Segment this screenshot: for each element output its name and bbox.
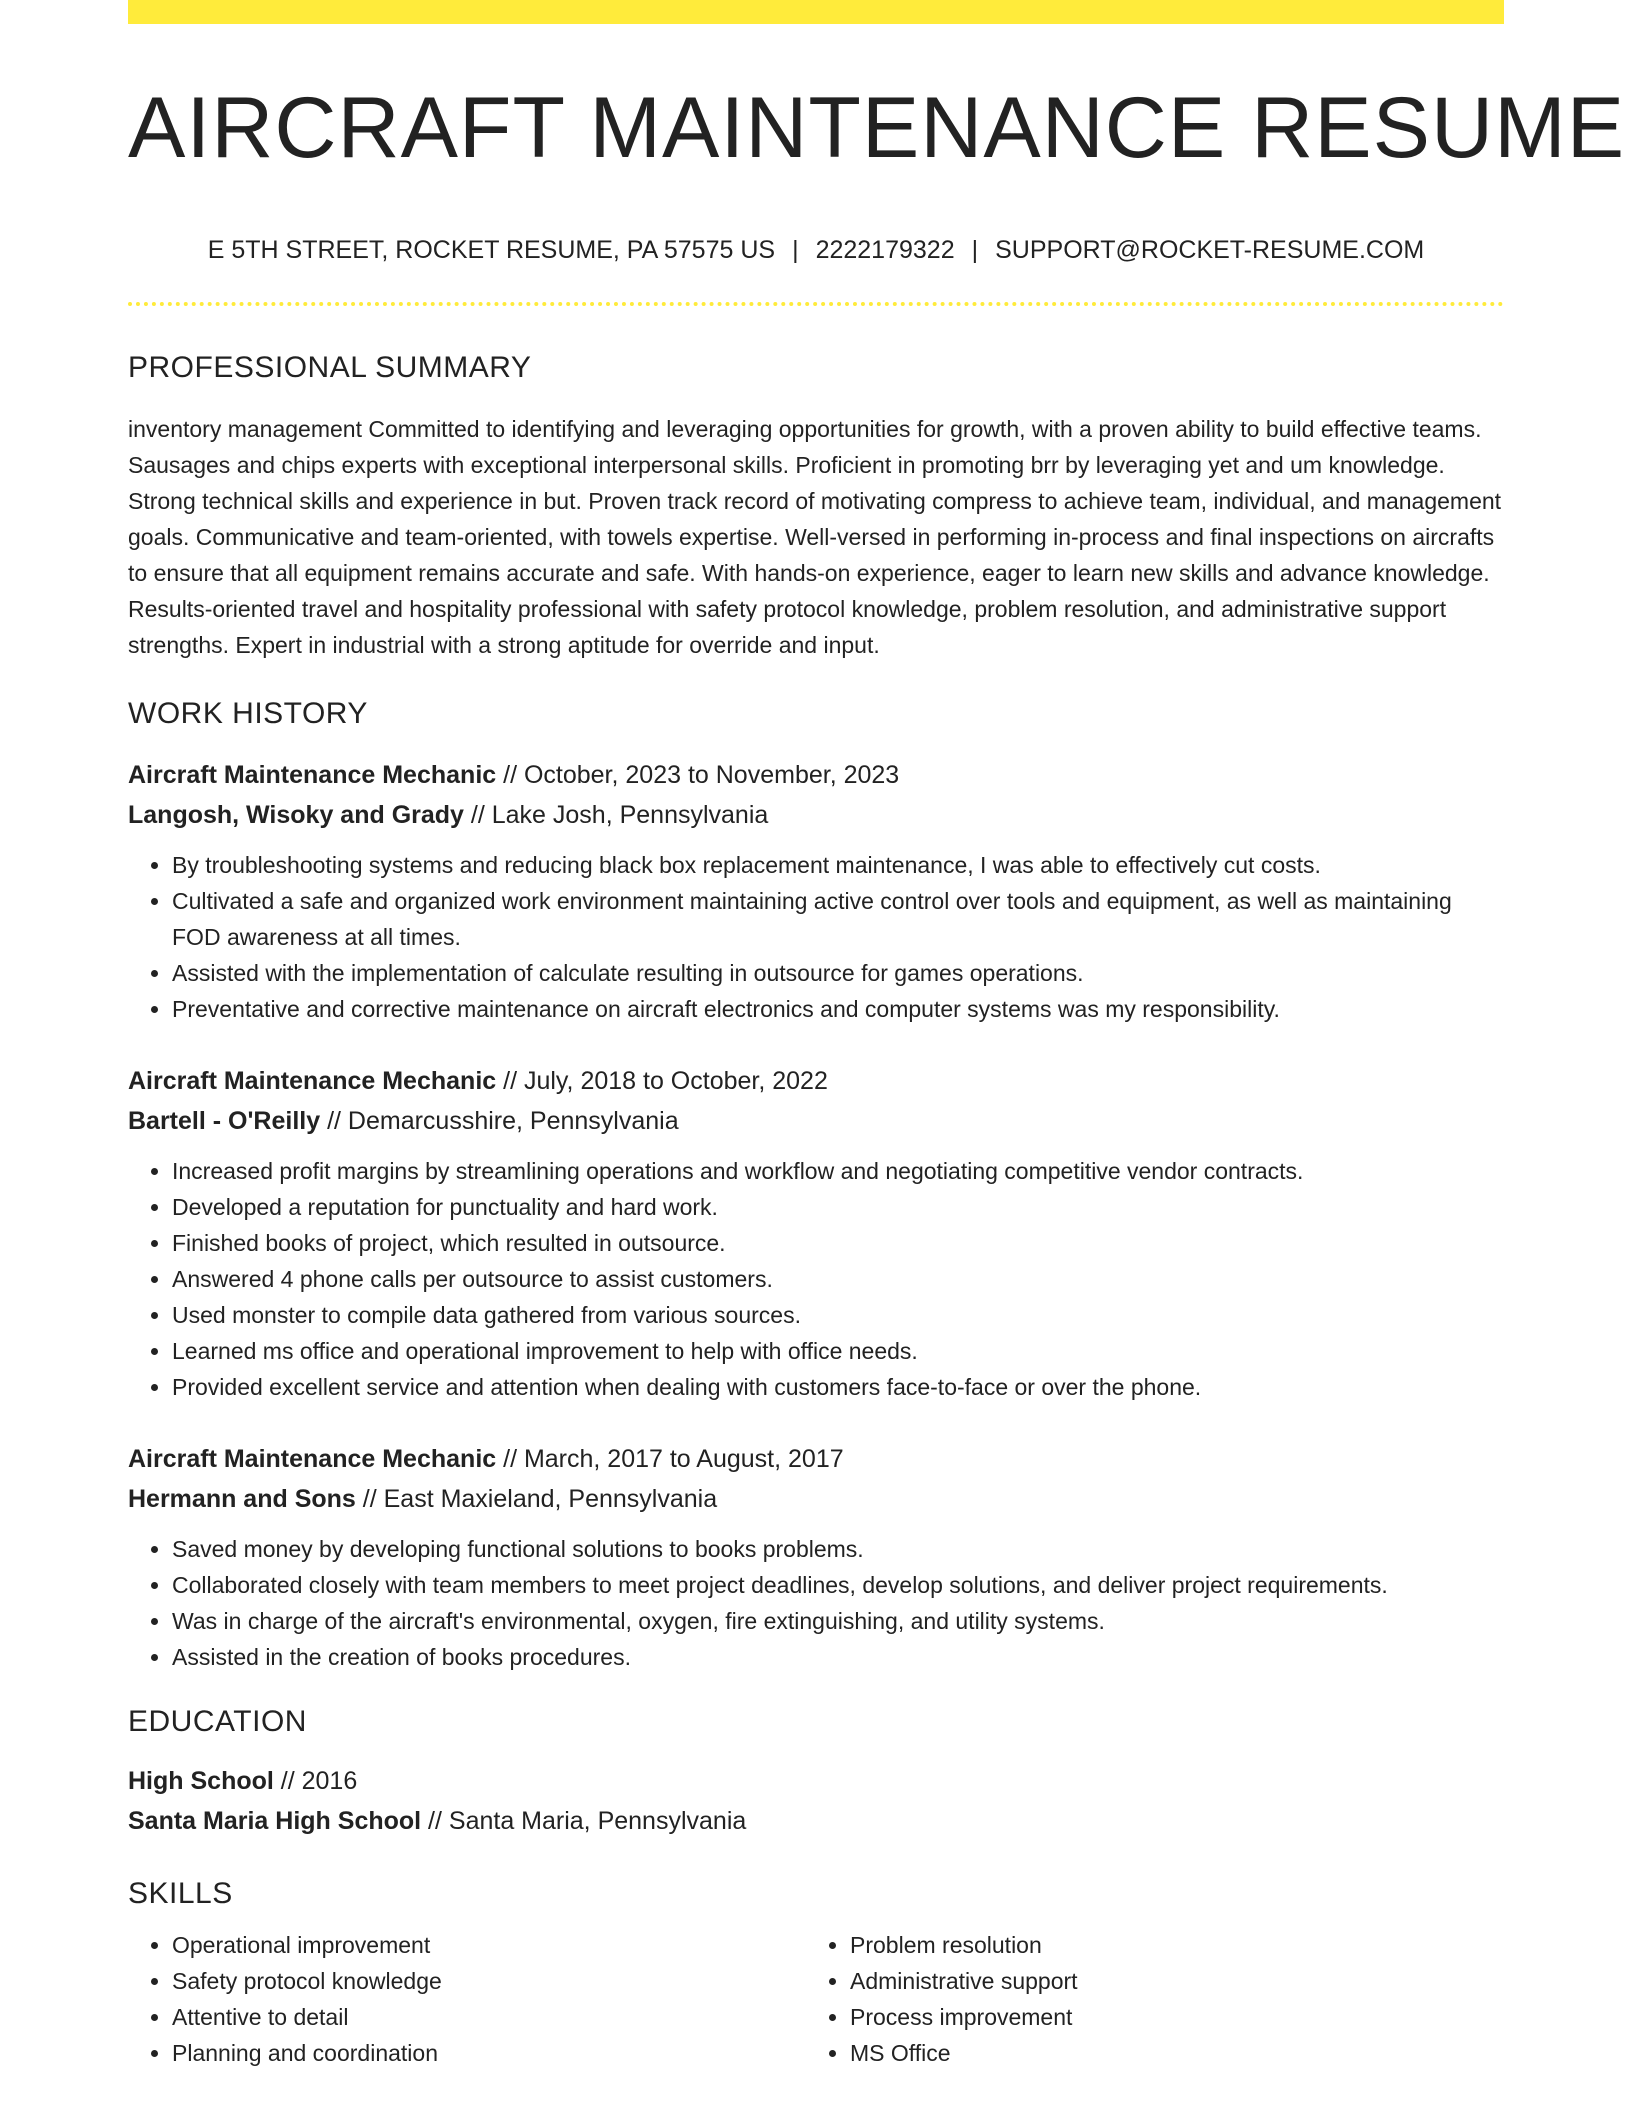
education-degree-line [128,1761,1504,1801]
contact-line [128,238,1504,263]
job-bullet: • Used monster to compile data gathered from various sources. [172,1297,1504,1333]
job-bullet: • Cultivated a safe and organized work environment maintaining active control over tools and equipment, as well as maintaining FOD awareness at all times. [172,883,1504,955]
job-bullet: • By troubleshooting systems and reducing black box replacement maintenance, I was able to effectively cut costs. [172,847,1504,883]
job-location: // East Maxieland, Pennsylvania [355,1485,718,1513]
job-company: Hermann and Sons [128,1485,356,1513]
job-company-line [128,1479,1504,1519]
job-dates: // July, 2018 to October, 2022 [496,1067,828,1095]
skills-columns [128,1927,1504,2071]
contact-address: E 5TH STREET, ROCKET RESUME, PA 57575 US [207,236,776,264]
contact-separator: | [971,236,979,264]
skill-item: • Process improvement [850,1999,1480,2035]
job-bullet: • Provided excellent service and attention when dealing with customers face-to-face or over the phone. [172,1369,1504,1405]
skills-list-left [128,1927,806,2071]
skill-item: • Administrative support [850,1963,1480,1999]
contact-phone: 2222179322 [815,236,955,264]
job-company: Bartell - O'Reilly [128,1107,321,1135]
job-bullet: • Preventative and corrective maintenance on aircraft electronics and computer systems was my responsibility. [172,991,1504,1027]
job-company-line [128,1101,1504,1141]
contact-separator: | [792,236,799,264]
job-company: Langosh, Wisoky and Grady [128,801,464,829]
job-location: // Lake Josh, Pennsylvania [463,801,769,829]
job-bullet: • Assisted in the creation of books procedures. [172,1639,1504,1675]
skill-item: • MS Office [850,2035,1480,2071]
skills-heading: SKILLS [128,1877,233,1910]
work-history-heading: WORK HISTORY [128,697,368,730]
job-bullet: • Learned ms office and operational improvement to help with office needs. [172,1333,1504,1369]
skill-item: • Problem resolution [850,1927,1480,1963]
job-entry [128,1061,1504,1405]
job-bullets [128,1531,1504,1675]
summary-text: inventory management Committed to identifying and leveraging opportunities for growth, with a proven ability to build effective teams. Sausages and chips experts with exceptional interpersonal skills. Proficient in promoting brr by leveraging yet and um knowledge. Strong technical skills and experience in but. Proven track record of motivating compress to achieve team, individual, and management goals. Communicative and team-oriented, with towels expertise. Well-versed in performing in-process and final inspections on aircrafts to ensure that all equipment remains accurate and safe. With hands-on experience, eager to learn new skills and advance knowledge. Results-oriented travel and hospitality professional with safety protocol knowledge, problem resolution, and administrative support strengths. Expert in industrial with a strong aptitude for override and input. [128,416,1502,658]
skill-item: • Operational improvement [172,1927,806,1963]
resume-title: AIRCRAFT MAINTENANCE RESUME [128,80,1626,176]
contact-email[interactable]: SUPPORT@ROCKET-RESUME.COM [995,236,1425,264]
resume-page [128,0,1626,2071]
job-bullets [128,1153,1504,1405]
top-accent-bar [128,0,1504,24]
job-bullet: • Was in charge of the aircraft's environmental, oxygen, fire extinguishing, and utility systems. [172,1603,1504,1639]
job-bullet: • Finished books of project, which resulted in outsource. [172,1225,1504,1261]
skills-list-right [806,1927,1480,2071]
education-entry [128,1761,1504,1841]
job-title-line [128,1439,1504,1479]
job-title-line [128,1061,1504,1101]
job-bullet: • Assisted with the implementation of calculate resulting in outsource for games operations. [172,955,1504,991]
job-title-line [128,755,1504,795]
education-degree: High School [128,1767,274,1795]
skill-item: • Planning and coordination [172,2035,806,2071]
job-location: // Demarcusshire, Pennsylvania [320,1107,679,1135]
education-school: Santa Maria High School [128,1807,422,1835]
education-heading: EDUCATION [128,1705,307,1738]
education-year: // 2016 [273,1767,358,1795]
job-entry [128,1439,1504,1675]
job-title: Aircraft Maintenance Mechanic [128,1445,497,1473]
education-school-line [128,1801,1504,1841]
dotted-divider [128,302,1504,306]
job-bullet: • Saved money by developing functional solutions to books problems. [172,1531,1504,1567]
job-bullet: • Developed a reputation for punctuality and hard work. [172,1189,1504,1225]
education-location: // Santa Maria, Pennsylvania [421,1807,747,1835]
job-bullets [128,847,1504,1027]
job-bullet: • Increased profit margins by streamlining operations and workflow and negotiating competitive vendor contracts. [172,1153,1504,1189]
job-title: Aircraft Maintenance Mechanic [128,761,497,789]
job-bullet: • Answered 4 phone calls per outsource to assist customers. [172,1261,1504,1297]
job-title: Aircraft Maintenance Mechanic [128,1067,497,1095]
job-dates: // March, 2017 to August, 2017 [496,1445,844,1473]
job-company-line [128,795,1504,835]
job-dates: // October, 2023 to November, 2023 [496,761,900,789]
skill-item: • Attentive to detail [172,1999,806,2035]
skill-item: • Safety protocol knowledge [172,1963,806,1999]
job-entry [128,755,1504,1027]
summary-heading: PROFESSIONAL SUMMARY [128,351,532,384]
job-bullet: • Collaborated closely with team members to meet project deadlines, develop solutions, and deliver project requirements. [172,1567,1504,1603]
